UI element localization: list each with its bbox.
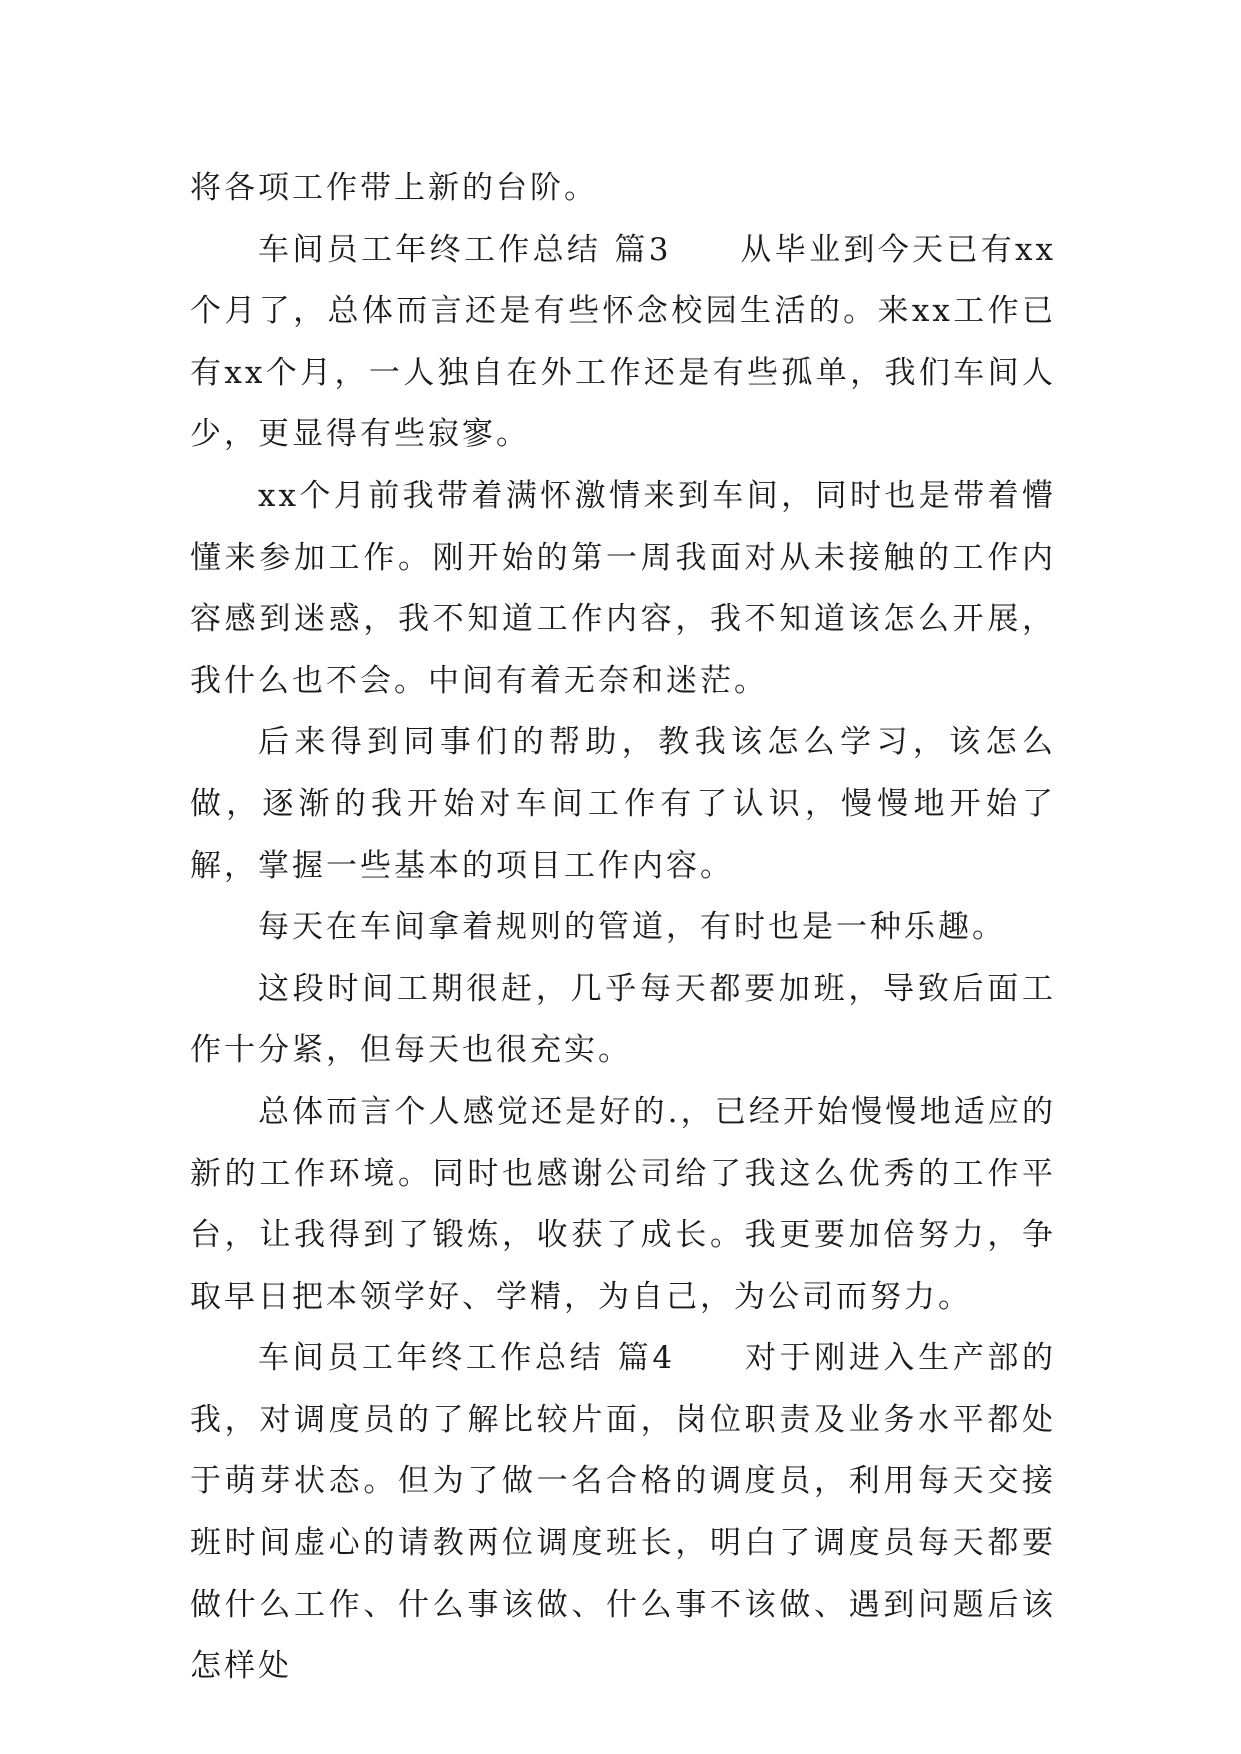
document-body bbox=[190, 158, 1056, 1698]
paragraph-first-weeks: xx个月前我带着满怀激情来到车间，同时也是带着懵懂来参加工作。刚开始的第一周我面对从未接触的工作内容感到迷惑，我不知道工作内容，我不知道该怎么开展，我什么也不会。中间有着无奈和迷茫。 bbox=[190, 477, 1056, 699]
paragraph-overall-feeling: 总体而言个人感觉还是好的.，已经开始慢慢地适应的新的工作环境。同时也感谢公司给了我这么优秀的工作平台，让我得到了锻炼，收获了成长。我更要加倍努力，争取早日把本领学好、学精，为自己，为公司而努力。 bbox=[190, 1093, 1056, 1315]
paragraph-overtime: 这段时间工期很赶，几乎每天都要加班，导致后面工作十分紧，但每天也很充实。 bbox=[190, 970, 1056, 1069]
paragraph-daily-work: 每天在车间拿着规则的管道，有时也是一种乐趣。 bbox=[258, 909, 1006, 946]
paragraph-continuation: 将各项工作带上新的台阶。 bbox=[190, 170, 598, 206]
paragraph-section-4-intro: 车间员工年终工作总结 篇4 对于刚进入生产部的我，对调度员的了解比较片面，岗位职责及业务水平都处于萌芽状态。但为了做一名合格的调度员，利用每天交接班时间虚心的请教两位调度班长，明白了调度员每天都要做什么工作、什么事该做、什么事不该做、遇到问题后该怎样处 bbox=[190, 1340, 1056, 1685]
paragraph-section-3-intro: 车间员工年终工作总结 篇3 从毕业到今天已有xx个月了，总体而言还是有些怀念校园生活的。来xx工作已有xx个月，一人独自在外工作还是有些孤单，我们车间人少，更显得有些寂寥。 bbox=[190, 231, 1056, 453]
paragraph-colleague-help: 后来得到同事们的帮助，教我该怎么学习，该怎么做，逐渐的我开始对车间工作有了认识，慢慢地开始了解，掌握一些基本的项目工作内容。 bbox=[190, 724, 1056, 884]
